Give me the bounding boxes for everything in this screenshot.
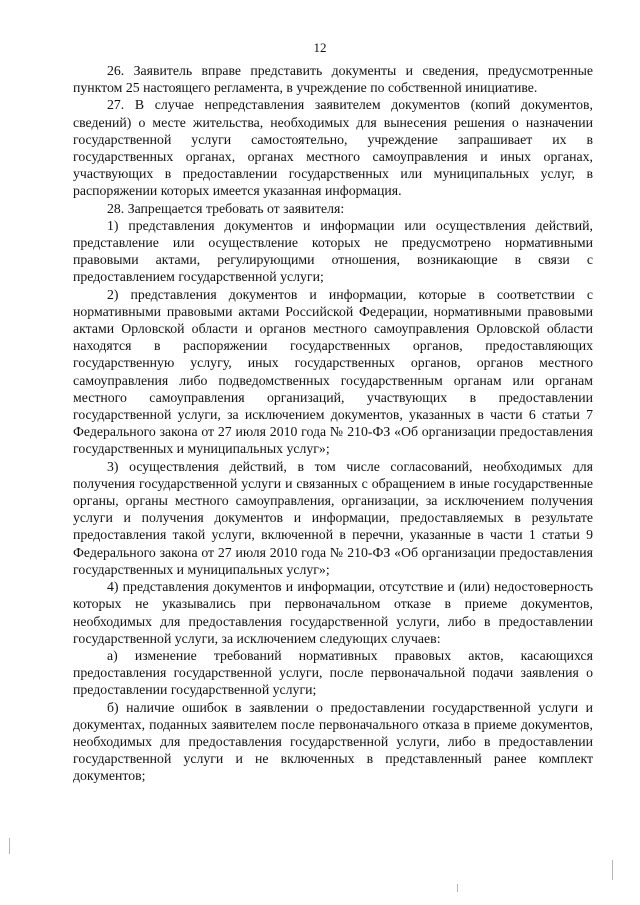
document-body xyxy=(73,62,593,785)
paragraph-28-item-1: 1) представления документов и информации или осуществления действий, представление или осуществление которых не предусмотрено нормативными правовыми актами, регулирующими отношения, возникающие в связи с предоставлением государственной услуги; xyxy=(73,217,593,285)
paragraph-28-item-3: 3) осуществления действий, в том числе согласований, необходимых для получения государственной услуги и связанных с обращением в иные государственные органы, органы местного самоуправления, организации, за исключением получения услуги и получения документов и информации, предоставляемых в результате предоставления такой услуги, включенной в перечни, указанные в части 1 статьи 9 Федерального закона от 27 июля 2010 года № 210-ФЗ «Об организации предоставления государственных и муниципальных услуг»; xyxy=(73,458,593,577)
scan-mark-right xyxy=(612,860,613,880)
paragraph-27: 27. В случае непредставления заявителем документов (копий документов, сведений) о месте жительства, необходимых для вынесения решения о назначении государственной услуги самостоятельно, учреждение запрашивает их в государственных органах, органах местного самоуправления и иных органах, участвующих в предоставлении государственных или муниципальных услуг, в распоряжении которых имеется указанная информация. xyxy=(73,97,593,199)
paragraph-28: 28. Запрещается требовать от заявителя: xyxy=(107,200,345,216)
page-number: 12 xyxy=(313,40,327,55)
paragraph-26: 26. Заявитель вправе представить документы и сведения, предусмотренные пунктом 25 настоящего регламента, в учреждение по собственной инициативе. xyxy=(73,63,593,96)
scan-mark-bottom xyxy=(457,884,458,892)
paragraph-28-item-2: 2) представления документов и информации, которые в соответствии с нормативными правовыми актами Российской Федерации, нормативными правовыми актами Орловской области и органов местного самоуправления Орловской области находятся в распоряжении государственных органов, предоставляющих государственную услугу, иных государственных органов, органов местного самоуправления либо подведомственных государственным органам или органам местного самоуправления организаций, участвующих в предоставлении государственной услуги, за исключением документов, указанных в части 6 статьи 7 Федерального закона от 27 июля 2010 года № 210-ФЗ «Об организации предоставления государственных и муниципальных услуг»; xyxy=(73,286,593,457)
paragraph-28-item-4: 4) представления документов и информации, отсутствие и (или) недостоверность которых не указывались при первоначальном отказе в приеме документов, необходимых для предоставления государственной услуги, либо в предоставлении государственной услуги, за исключением следующих случаев: xyxy=(73,579,593,646)
paragraph-28-item-4-b: б) наличие ошибок в заявлении о предоставлении государственной услуги и документах, поданных заявителем после первоначального отказа в приеме документов, необходимых для предоставления государственной услуги, либо в предоставлении государственной услуги и не включенных в представленный ранее комплект документов; xyxy=(73,699,593,784)
scan-mark-left xyxy=(9,838,10,854)
paragraph-28-item-4-a: а) изменение требований нормативных правовых актов, касающихся предоставления государственной услуги, после первоначальной подачи заявления о предоставлении государственной услуги; xyxy=(73,647,593,698)
